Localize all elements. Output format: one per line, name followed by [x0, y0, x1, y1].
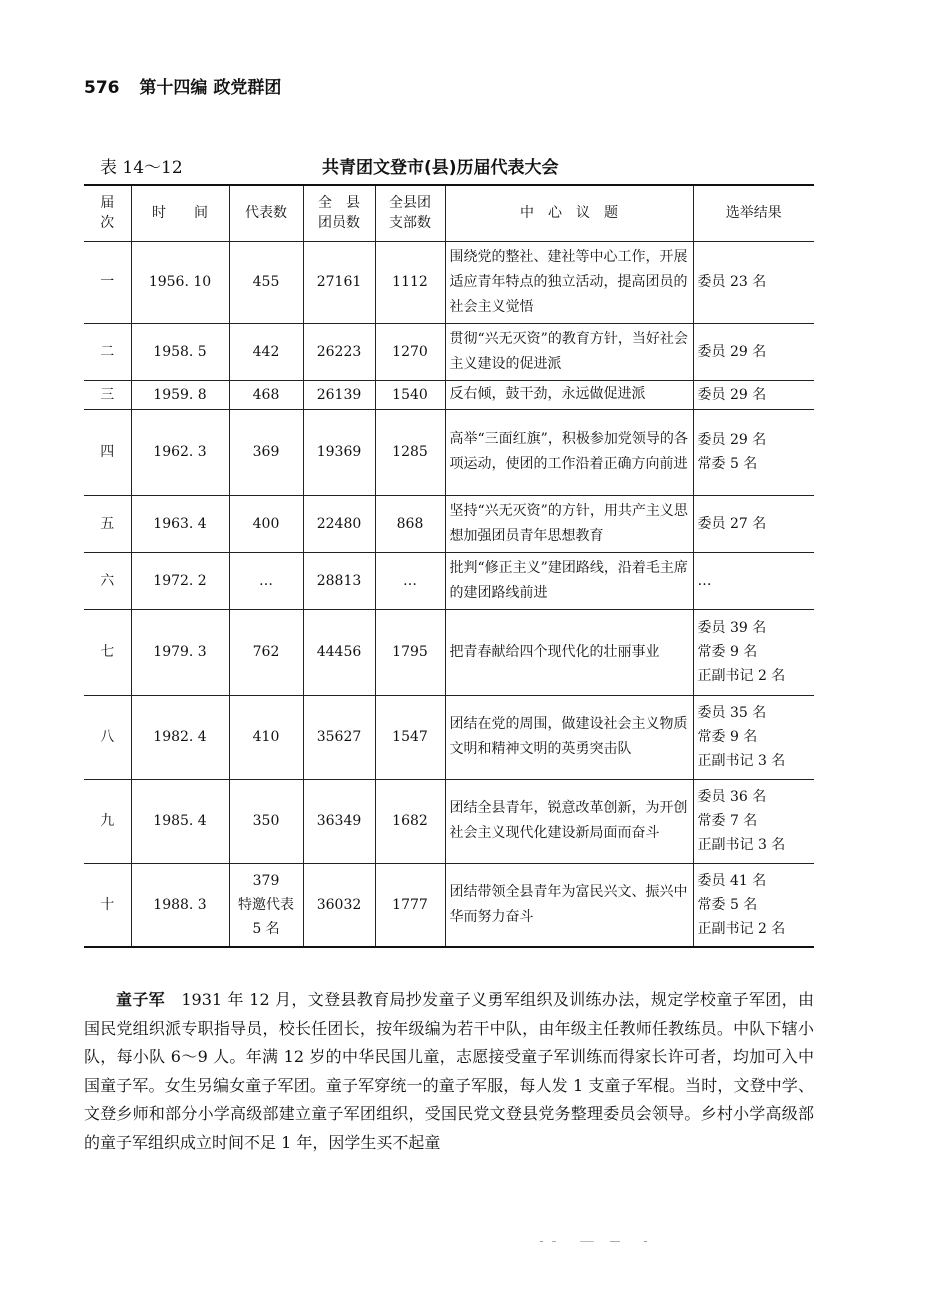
- table-row: [84, 241, 814, 323]
- delegates-cell-line: 762: [252, 644, 280, 660]
- result-cell-line: 委员 35 名: [697, 705, 767, 721]
- session-cell: 六: [84, 552, 131, 609]
- table-header-row: [84, 185, 814, 241]
- column-header-line: 全县团: [389, 195, 431, 212]
- table-caption: [100, 153, 820, 179]
- table-body: [84, 241, 814, 947]
- result-cell-line: 正副书记 3 名: [697, 837, 786, 853]
- result-cell: [693, 695, 814, 779]
- column-header-line: 支部数: [389, 215, 431, 232]
- column-header-line: 中 心 议 题: [520, 205, 618, 222]
- table-number: 表 14～12: [100, 158, 183, 178]
- result-cell-line: 常委 5 名: [697, 896, 758, 913]
- table-row: [84, 380, 814, 409]
- result-cell-line: 正副书记 3 名: [697, 753, 786, 769]
- agenda-cell: 批判“修正主义”建团路线，沿着毛主席的建团路线前进: [445, 552, 693, 609]
- column-header: [303, 185, 375, 241]
- result-cell: [693, 323, 814, 380]
- result-cell-line: 委员 27 名: [697, 515, 767, 532]
- members-cell: 35627: [303, 695, 375, 779]
- delegates-cell: [229, 380, 303, 409]
- table-row: [84, 695, 814, 779]
- delegates-cell: [229, 695, 303, 779]
- delegates-cell: [229, 409, 303, 495]
- paragraph-text: 1931 年 12 月，文登县教育局抄发童子义勇军组织及训练办法，规定学校童子军团，由国民党组织派专职指导员，校长任团长，按年级编为若干中队，由年级主任教师任教练员。中队下辖小队，每小队 6～9 人。年满 12 岁的中华民国儿童，志愿接受童子军训练而得家长许可者，均加可入中国童子军。女生另编女童子军团。童子军穿统一的童子军服，每人发 1 支童子军棍。当时，文登中学、文登乡师和部分小学高级部建立童子军团组织，受国民党文登县党务整理委员会领导。乡村小学高级部的童子军组织成立时间不足 1 年，因学生买不起童: [84, 990, 814, 1152]
- result-cell-line: 委员 36 名: [697, 789, 767, 805]
- branches-cell: 1795: [375, 609, 445, 695]
- result-cell-line: 委员 23 名: [697, 274, 767, 290]
- result-cell: [693, 863, 814, 947]
- table-row: [84, 323, 814, 380]
- date-cell: 1959. 8: [131, 380, 229, 409]
- delegates-cell-line: 468: [252, 386, 280, 403]
- scan-specks: [540, 1240, 660, 1243]
- session-cell: 一: [84, 241, 131, 323]
- paragraph-lead: 童子军: [116, 990, 166, 1009]
- date-cell: 1958. 5: [131, 323, 229, 380]
- date-cell: 1956. 10: [131, 241, 229, 323]
- branches-cell: 1540: [375, 380, 445, 409]
- result-cell-line: 委员 29 名: [697, 432, 767, 448]
- result-cell: [693, 779, 814, 863]
- session-cell: 五: [84, 495, 131, 552]
- delegates-cell-line: 350: [252, 813, 280, 829]
- delegates-cell: [229, 779, 303, 863]
- members-cell: 28813: [303, 552, 375, 609]
- result-cell-line: …: [697, 572, 712, 589]
- column-header-line: 届: [100, 195, 115, 212]
- result-cell: [693, 495, 814, 552]
- date-cell: 1962. 3: [131, 409, 229, 495]
- delegates-cell-line: 455: [252, 274, 280, 290]
- session-cell: 三: [84, 380, 131, 409]
- column-header: [445, 185, 693, 241]
- table-row: [84, 495, 814, 552]
- result-cell-line: 常委 7 名: [697, 813, 758, 829]
- branches-cell: 1270: [375, 323, 445, 380]
- session-cell: 十: [84, 863, 131, 947]
- members-cell: 19369: [303, 409, 375, 495]
- members-cell: 36032: [303, 863, 375, 947]
- date-cell: 1972. 2: [131, 552, 229, 609]
- branches-cell: …: [375, 552, 445, 609]
- result-cell-line: 正副书记 2 名: [697, 920, 786, 937]
- date-cell: 1985. 4: [131, 779, 229, 863]
- result-cell-line: 委员 39 名: [697, 620, 767, 636]
- result-cell-line: 正副书记 2 名: [697, 668, 786, 684]
- branches-cell: 1777: [375, 863, 445, 947]
- branches-cell: 1285: [375, 409, 445, 495]
- result-cell-line: 常委 9 名: [697, 644, 758, 660]
- delegates-cell-line: …: [259, 572, 273, 589]
- table-row: [84, 779, 814, 863]
- column-header: [131, 185, 229, 241]
- section-title: 第十四编 政党群团: [139, 78, 282, 98]
- date-cell: 1982. 4: [131, 695, 229, 779]
- date-cell: 1988. 3: [131, 863, 229, 947]
- members-cell: 27161: [303, 241, 375, 323]
- delegates-cell-line: 特邀代表: [238, 896, 294, 913]
- delegates-cell: [229, 552, 303, 609]
- branches-cell: 1682: [375, 779, 445, 863]
- result-cell-line: 委员 29 名: [697, 343, 767, 360]
- table-row: [84, 552, 814, 609]
- agenda-cell: 团结在党的周围，做建设社会主义物质文明和精神文明的英勇突击队: [445, 695, 693, 779]
- running-head: [84, 73, 281, 98]
- session-cell: 八: [84, 695, 131, 779]
- delegates-cell: [229, 609, 303, 695]
- delegates-cell-line: 379: [252, 872, 280, 889]
- members-cell: 36349: [303, 779, 375, 863]
- result-cell-line: 常委 9 名: [697, 729, 758, 745]
- table-title: 共青团文登市(县)历届代表大会: [322, 158, 559, 178]
- result-cell: [693, 409, 814, 495]
- result-cell: [693, 609, 814, 695]
- result-cell: [693, 241, 814, 323]
- congress-table: [84, 184, 814, 948]
- session-cell: 四: [84, 409, 131, 495]
- agenda-cell: 高举“三面红旗”，积极参加党领导的各项运动，使团的工作沿着正确方向前进: [445, 409, 693, 495]
- delegates-cell-line: 410: [252, 729, 280, 745]
- column-header: [375, 185, 445, 241]
- result-cell-line: 委员 29 名: [697, 386, 767, 403]
- column-header-line: 代表数: [245, 205, 287, 222]
- agenda-cell: 团结带领全县青年为富民兴文、振兴中华而努力奋斗: [445, 863, 693, 947]
- result-cell: [693, 380, 814, 409]
- result-cell: [693, 552, 814, 609]
- result-cell-line: 委员 41 名: [697, 872, 767, 889]
- date-cell: 1979. 3: [131, 609, 229, 695]
- members-cell: 26139: [303, 380, 375, 409]
- delegates-cell: [229, 241, 303, 323]
- branches-cell: 868: [375, 495, 445, 552]
- result-cell-line: 常委 5 名: [697, 456, 758, 472]
- delegates-cell: [229, 495, 303, 552]
- delegates-cell: [229, 323, 303, 380]
- branches-cell: 1547: [375, 695, 445, 779]
- column-header: [84, 185, 131, 241]
- date-cell: 1963. 4: [131, 495, 229, 552]
- session-cell: 二: [84, 323, 131, 380]
- members-cell: 26223: [303, 323, 375, 380]
- session-cell: 九: [84, 779, 131, 863]
- agenda-cell: 把青春献给四个现代化的壮丽事业: [445, 609, 693, 695]
- session-cell: 七: [84, 609, 131, 695]
- members-cell: 22480: [303, 495, 375, 552]
- delegates-cell-line: 369: [252, 444, 280, 460]
- delegates-cell-line: 400: [252, 515, 280, 532]
- agenda-cell: 围绕党的整社、建社等中心工作，开展适应青年特点的独立活动，提高团员的社会主义觉悟: [445, 241, 693, 323]
- agenda-cell: 贯彻“兴无灭资”的教育方针，当好社会主义建设的促进派: [445, 323, 693, 380]
- column-header-line: 全 县: [318, 195, 360, 212]
- agenda-cell: 团结全县青年，锐意改革创新，为开创社会主义现代化建设新局面而奋斗: [445, 779, 693, 863]
- column-header: [229, 185, 303, 241]
- table-row: [84, 863, 814, 947]
- page-number: 576: [84, 78, 120, 98]
- column-header-line: 团员数: [318, 215, 360, 232]
- delegates-cell-line: 5 名: [252, 920, 280, 937]
- agenda-cell: 坚持“兴无灭资”的方针，用共产主义思想加强团员青年思想教育: [445, 495, 693, 552]
- delegates-cell-line: 442: [252, 343, 280, 360]
- agenda-cell: 反右倾，鼓干劲，永远做促进派: [445, 380, 693, 409]
- body-paragraph: [84, 986, 814, 1157]
- table-row: [84, 609, 814, 695]
- delegates-cell: [229, 863, 303, 947]
- column-header-line: 时 间: [152, 205, 208, 222]
- members-cell: 44456: [303, 609, 375, 695]
- table-row: [84, 409, 814, 495]
- column-header-line: 选举结果: [725, 205, 782, 222]
- column-header-line: 次: [100, 215, 115, 232]
- column-header: [693, 185, 814, 241]
- branches-cell: 1112: [375, 241, 445, 323]
